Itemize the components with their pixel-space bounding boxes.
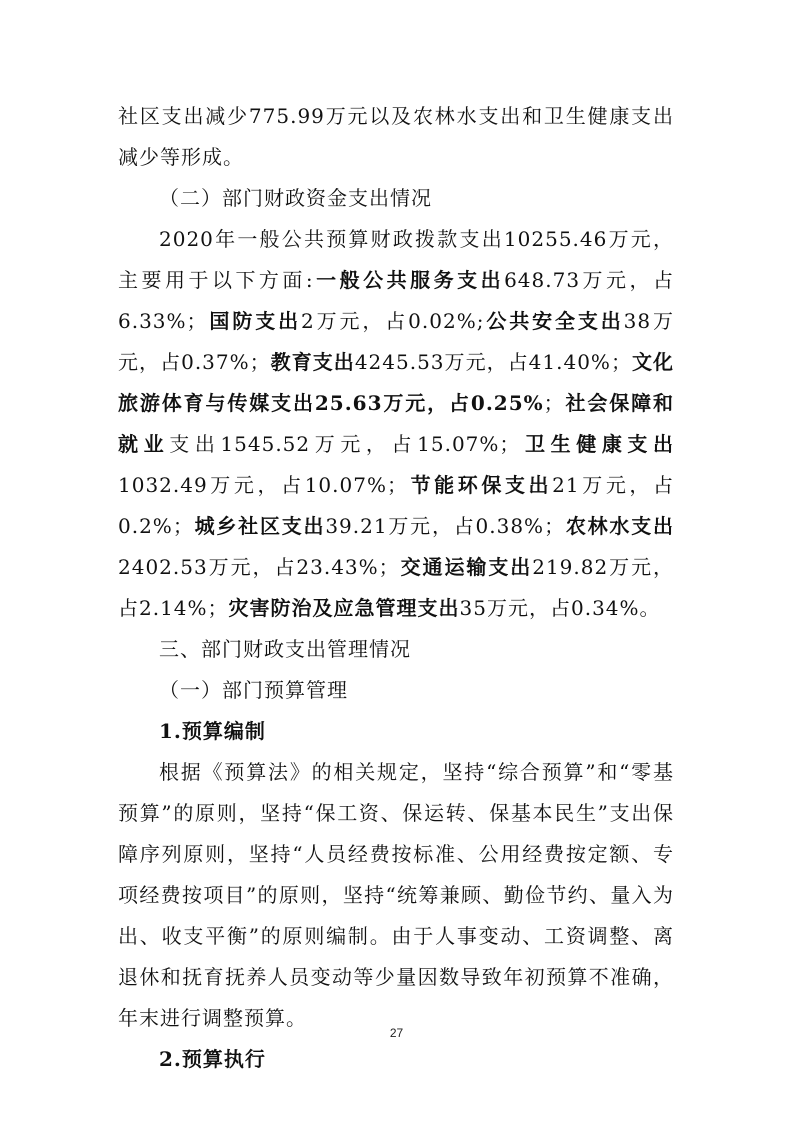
separator: ； <box>186 309 208 333</box>
expenditure-item-value: 2402.53万元，占23.43% <box>118 555 379 579</box>
expenditure-item-value: 648.73万元，占6.33% <box>118 268 674 333</box>
expenditure-item-value: 38万元，占0.37% <box>118 309 675 374</box>
separator: ； <box>544 514 566 538</box>
expenditure-item-value: 219.82万元，占2.14% <box>118 555 675 620</box>
expenditure-item-value: 35万元，占0.34% <box>459 596 640 620</box>
expenditure-item-name: 一般公共服务支出 <box>313 268 505 292</box>
item-title-budget-compilation: 1.预算编制 <box>159 719 266 743</box>
expenditure-item-value: 1032.49万元，占10.07% <box>118 473 387 497</box>
expenditure-item-name: 社会保障和就业 <box>118 391 675 456</box>
expenditure-item-name: 教育支出 <box>270 350 355 374</box>
expenditure-item-name: 城乡社区支出 <box>193 514 326 538</box>
separator: 。 <box>639 596 661 620</box>
expenditure-item-name: 文化旅游体育与传媒支出25.63万元，占0.25% <box>118 350 675 415</box>
expenditure-item-name: 国防支出 <box>207 309 301 333</box>
expenditure-item-value: 21万元，占0.2% <box>118 473 675 538</box>
separator: ； <box>378 555 400 579</box>
page-number: 27 <box>389 1026 404 1040</box>
expenditure-item-value: 2万元，占0.02% <box>301 309 477 333</box>
intro-paragraph: 社区支出减少775.99万元以及农林水支出和卫生健康支出减少等形成。 <box>118 104 674 169</box>
expenditure-item-name: 交通运输支出 <box>399 555 533 579</box>
section-heading-expenditure: （二）部门财政资金支出情况 <box>159 186 432 210</box>
expenditure-lead: 2020年一般公共预算财政拨款支出10255.46万元，主要用于以下方面: <box>118 227 674 292</box>
expenditure-paragraph <box>118 219 674 629</box>
expenditure-item-name: 节能环保支出 <box>407 473 553 497</box>
expenditure-item-name: 公共安全支出 <box>484 309 624 333</box>
item-title-budget-execution: 2.预算执行 <box>159 1047 266 1071</box>
expenditure-item-value: 支出1545.52万元，占15.07% <box>169 432 500 456</box>
body-text <box>118 96 674 1080</box>
separator: ； <box>386 473 408 497</box>
expenditure-item-value: 39.21万元，占0.38% <box>325 514 545 538</box>
expenditure-item-value: 4245.53万元，占41.40% <box>354 350 611 374</box>
separator: ； <box>207 596 229 620</box>
separator: ； <box>249 350 271 374</box>
subsection-heading-budget: （一）部门预算管理 <box>159 678 348 702</box>
separator: ； <box>610 350 632 374</box>
separator: ； <box>499 432 521 456</box>
separator: ； <box>543 391 565 415</box>
budget-compilation-paragraph: 根据《预算法》的相关规定，坚持“综合预算”和“零基预算”的原则，坚持“保工资、保运转、保基本民生”支出保障序列原则，坚持“人员经费按标准、公用经费按定额、专项经费按项目”的原则，坚持“统筹兼顾、勤俭节约、量入为出、收支平衡”的原则编制。由于人事变动、工资调整、离退休和抚育抚养人员变动等少量因数导致年初预算不准确，年末进行调整预算。 <box>118 760 674 1030</box>
expenditure-item-name: 卫生健康支出 <box>520 432 675 456</box>
section-heading-management: 三、部门财政支出管理情况 <box>159 637 411 661</box>
expenditure-item-name: 灾害防治及应急管理支出 <box>228 596 460 620</box>
separator: ; <box>476 309 485 333</box>
separator: ； <box>172 514 194 538</box>
expenditure-item-name: 农林水支出 <box>565 514 675 538</box>
